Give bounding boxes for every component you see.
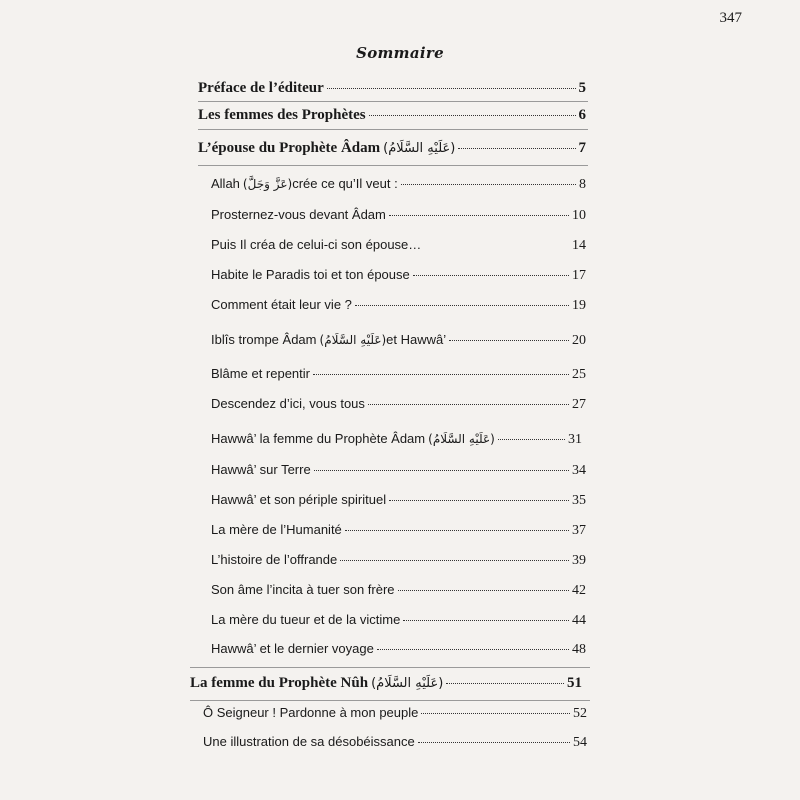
toc-label: Iblîs trompe Âdam [211, 332, 317, 347]
toc-entry-descendez[interactable] [211, 396, 586, 418]
toc-label: Prosternez-vous devant Âdam [211, 207, 386, 222]
toc-page: 19 [572, 298, 586, 313]
arabic-honorific: (عَزَّ وَجَلَّ) [242, 177, 293, 191]
toc-page: 37 [572, 523, 586, 538]
toc-page: 20 [572, 333, 586, 348]
toc-page: 51 [567, 675, 582, 691]
page-number: 347 [719, 10, 742, 26]
toc-entry-comment-vie[interactable] [211, 297, 586, 319]
toc-entry-illustration[interactable] [203, 734, 587, 756]
toc-page: 8 [579, 177, 586, 192]
toc-page: 5 [578, 80, 586, 96]
dot-leader [369, 115, 576, 116]
dot-leader [424, 245, 569, 246]
toc-page: 31 [568, 432, 582, 447]
dot-leader [398, 590, 569, 591]
arabic-honorific: (عَلَيْهِ السَّلَامُ) [319, 333, 387, 347]
toc-label: La mère de l’Humanité [211, 522, 342, 537]
toc-entry-puis-il-crea[interactable] [211, 237, 586, 259]
dot-leader [418, 742, 570, 743]
toc-page: 14 [572, 238, 586, 253]
toc-entry-dernier-voyage[interactable] [211, 641, 586, 663]
toc-label: Son âme l’incita à tuer son frère [211, 582, 395, 597]
toc-label: Une illustration de sa désobéissance [203, 734, 415, 749]
toc-page: 35 [572, 493, 586, 508]
divider [190, 667, 590, 668]
toc-entry-son-ame[interactable] [211, 582, 586, 604]
dot-leader [401, 184, 576, 185]
toc-label: L’histoire de l’offrande [211, 552, 338, 567]
dot-leader [389, 500, 569, 501]
toc-page: 7 [578, 140, 586, 156]
toc-entry-preface[interactable] [198, 80, 586, 102]
toc-entry-hawwa-periple[interactable] [211, 492, 586, 514]
toc-entry-hawwa-femme[interactable] [211, 431, 582, 453]
toc-label: Les femmes des Prophètes [198, 107, 366, 123]
toc-entry-habite-paradis[interactable] [211, 267, 586, 289]
toc-page: 27 [572, 397, 586, 412]
toc-page: 54 [573, 735, 587, 750]
toc-label-suffix: crée ce qu’Il veut : [292, 176, 398, 191]
divider [198, 101, 588, 102]
toc-label: Hawwâ’ sur Terre [211, 462, 311, 477]
toc-label: Habite le Paradis toi et ton épouse [211, 267, 410, 282]
dot-leader [327, 88, 576, 89]
dot-leader [314, 470, 569, 471]
toc-page: 52 [573, 706, 587, 721]
toc-label: Hawwâ’ et le dernier voyage [211, 641, 374, 656]
arabic-honorific: (عَلَيْهِ السَّلَامُ) [428, 432, 495, 446]
dot-leader [498, 439, 565, 440]
toc-entry-les-femmes[interactable] [198, 107, 586, 129]
dot-leader [340, 560, 569, 561]
toc-label: Préface de l’éditeur [198, 80, 324, 96]
toc-entry-blame-repentir[interactable] [211, 366, 586, 388]
dot-leader [449, 340, 569, 341]
toc-entry-mere-humanite[interactable] [211, 522, 586, 544]
toc-entry-iblis-trompe[interactable] [211, 332, 586, 354]
dot-leader [345, 530, 569, 531]
toc-page: 17 [572, 268, 586, 283]
divider [190, 700, 590, 701]
dot-leader [446, 683, 564, 684]
toc-label-suffix: et Hawwâ’ [386, 332, 447, 347]
toc-label: La femme du Prophète Nûh [190, 675, 369, 691]
toc-label: Ô Seigneur ! Pardonne à mon peuple [203, 705, 419, 720]
divider [198, 129, 588, 130]
toc-page: 10 [572, 208, 586, 223]
arabic-honorific: (عَلَيْهِ السَّلَامُ) [371, 676, 444, 691]
toc-page: 39 [572, 553, 586, 568]
toc-label: La mère du tueur et de la victime [211, 612, 401, 627]
toc-page: 48 [572, 642, 586, 657]
dot-leader [355, 305, 569, 306]
toc-label: L’épouse du Prophète Âdam [198, 140, 381, 156]
arabic-honorific: (عَلَيْهِ السَّلَامُ) [383, 141, 456, 156]
toc-label: Allah [211, 176, 240, 191]
toc-page: 6 [578, 107, 586, 123]
dot-leader [403, 620, 569, 621]
toc-entry-femme-nuh[interactable] [190, 675, 582, 697]
toc-page: 25 [572, 367, 586, 382]
toc-page: 42 [572, 583, 586, 598]
dot-leader [368, 404, 569, 405]
toc-entry-mere-tueur[interactable] [211, 612, 586, 634]
toc-label: Hawwâ’ la femme du Prophète Âdam [211, 431, 426, 446]
toc-entry-hawwa-terre[interactable] [211, 462, 586, 484]
toc-entry-epouse-adam[interactable] [198, 140, 586, 162]
toc-label: Hawwâ’ et son périple spirituel [211, 492, 387, 507]
toc-page: 34 [572, 463, 586, 478]
toc-label: Comment était leur vie ? [211, 297, 352, 312]
toc-label: Descendez d’ici, vous tous [211, 396, 365, 411]
dot-leader [413, 275, 569, 276]
toc-entry-allah-cree[interactable] [211, 176, 586, 198]
toc-label: Puis Il créa de celui-ci son épouse… [211, 237, 422, 252]
dot-leader [313, 374, 569, 375]
toc-entry-o-seigneur[interactable] [203, 705, 587, 727]
dot-leader [458, 148, 575, 149]
divider [198, 165, 588, 166]
dot-leader [377, 649, 569, 650]
page-title: Sommaire [356, 44, 444, 62]
toc-label: Blâme et repentir [211, 366, 310, 381]
toc-entry-histoire-offrande[interactable] [211, 552, 586, 574]
toc-page: 44 [572, 613, 586, 628]
dot-leader [389, 215, 569, 216]
toc-entry-prosternez[interactable] [211, 207, 586, 229]
dot-leader [421, 713, 570, 714]
